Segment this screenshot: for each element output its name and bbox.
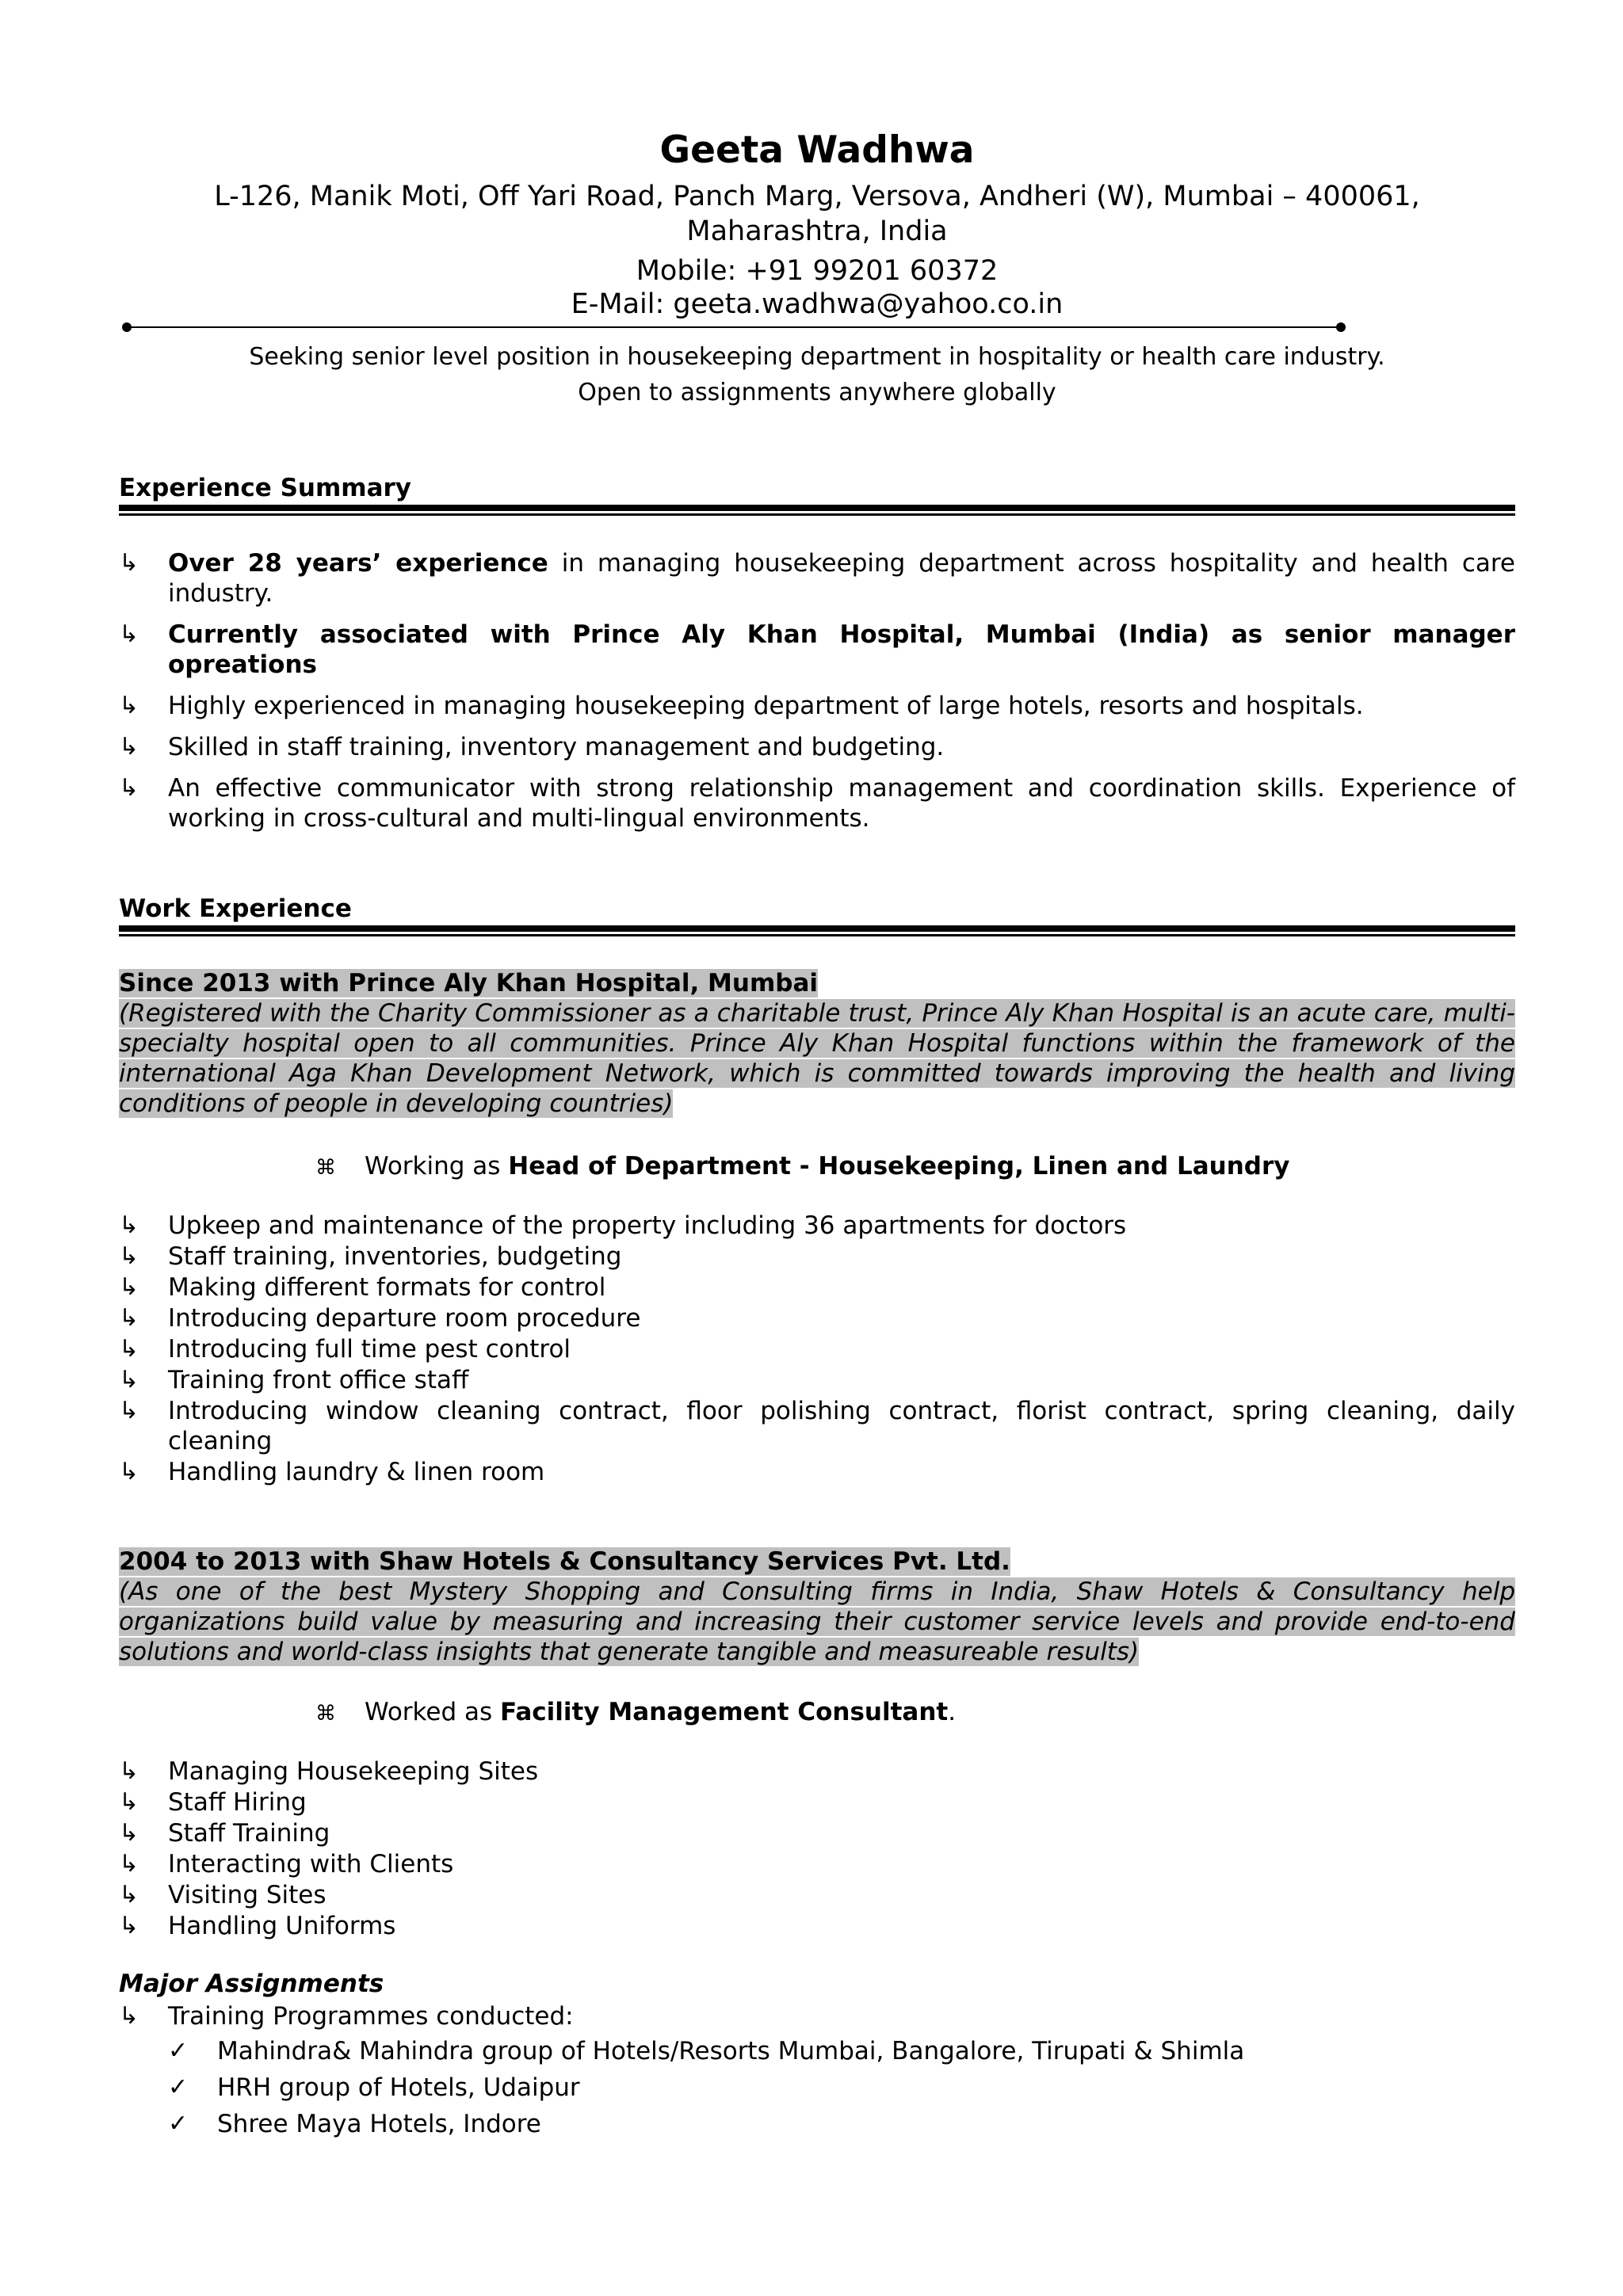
arrow-bullet-icon: ↳ <box>119 620 139 648</box>
job-shaw-hotels <box>119 1547 1515 1667</box>
arrow-bullet-icon: ↳ <box>119 1335 139 1363</box>
duty-item: ↳ Making different formats for control <box>119 1273 606 1302</box>
job-role: ⌘ Working as Head of Department - Housekeeping, Linen and Laundry <box>315 1150 1289 1184</box>
arrow-bullet-icon: ↳ <box>119 1242 139 1270</box>
address-line-1: L-126, Manik Moti, Off Yari Road, Panch Marg, Versova, Andheri (W), Mumbai – 400061, <box>214 181 1420 212</box>
checkmark-icon: ✓ <box>168 2037 189 2065</box>
arrow-bullet-icon: ↳ <box>119 1757 139 1785</box>
checkmark-icon: ✓ <box>168 2073 189 2101</box>
duty-item: ↳ Staff Training <box>119 1819 330 1848</box>
job-hospital <box>119 968 1515 1119</box>
duty-item: ↳ Staff training, inventories, budgeting <box>119 1242 622 1271</box>
job-role: ⌘ Worked as Facility Management Consultant. <box>315 1696 956 1730</box>
arrow-bullet-icon: ↳ <box>119 1366 139 1394</box>
arrow-bullet-icon: ↳ <box>119 1850 139 1878</box>
summary-list <box>119 548 1515 845</box>
duty-item: ↳ Introducing departure room procedure <box>119 1304 641 1333</box>
candidate-name: Geeta Wadhwa <box>659 128 975 172</box>
section-rule <box>119 505 1515 516</box>
command-key-icon: ⌘ <box>315 1702 336 1726</box>
arrow-bullet-icon: ↳ <box>119 1788 139 1816</box>
arrow-bullet-icon: ↳ <box>119 2002 139 2030</box>
arrow-bullet-icon: ↳ <box>119 1273 139 1301</box>
email-address: E-Mail: geeta.wadhwa@yahoo.co.in <box>571 288 1064 320</box>
address <box>119 179 1515 249</box>
arrow-bullet-icon: ↳ <box>119 1881 139 1909</box>
header-divider <box>122 322 1346 332</box>
programme-item: ✓ Shree Maya Hotels, Indore <box>168 2106 1244 2142</box>
assignment-item: ↳ Training Programmes conducted: <box>119 2002 574 2031</box>
programme-item: ✓ Mahindra& Mahindra group of Hotels/Resorts Mumbai, Bangalore, Tirupati & Shimla <box>168 2033 1244 2069</box>
address-line-2: Maharashtra, India <box>686 215 948 247</box>
objective-line-1: Seeking senior level position in housekeeping department in hospitality or health care industry. <box>249 343 1385 371</box>
duty-item: ↳ Training front office staff <box>119 1366 469 1394</box>
arrow-bullet-icon: ↳ <box>119 692 139 719</box>
objective-line-2: Open to assignments anywhere globally <box>578 379 1056 406</box>
duty-item: ↳ Staff Hiring <box>119 1788 307 1817</box>
header-divider-line <box>127 326 1341 328</box>
section-rule <box>119 925 1515 936</box>
summary-item: ↳ Over 28 years’ experience in managing housekeeping department across hospitality and health care industry. <box>119 549 1516 608</box>
job-description: (Registered with the Charity Commissioner as a charitable trust, Prince Aly Khan Hospital is an acute care, multi-specialty hospital open to all communities. Prince Aly Khan Hospital functions within the framework of the international Aga Khan Development Network, which is committed towards improving the health and living conditions of people in developing countries) <box>119 999 1515 1118</box>
arrow-bullet-icon: ↳ <box>119 1819 139 1847</box>
divider-dot-right <box>1336 322 1346 332</box>
job-heading: Since 2013 with Prince Aly Khan Hospital, Mumbai <box>119 969 819 997</box>
programme-item: ✓ HRH group of Hotels, Udaipur <box>168 2069 1244 2106</box>
arrow-bullet-icon: ↳ <box>119 549 139 577</box>
section-title-work-experience: Work Experience <box>119 894 352 923</box>
duty-item: ↳ Handling laundry & linen room <box>119 1458 545 1486</box>
duties-list <box>119 1211 1515 1488</box>
arrow-bullet-icon: ↳ <box>119 733 139 761</box>
command-key-icon: ⌘ <box>315 1156 336 1180</box>
job-heading: 2004 to 2013 with Shaw Hotels & Consultancy Services Pvt. Ltd. <box>119 1547 1010 1576</box>
programmes-list <box>168 2033 1244 2142</box>
mobile-number: Mobile: +91 99201 60372 <box>636 255 999 287</box>
divider-dot-left <box>122 322 132 332</box>
major-assignments-list <box>119 2001 1515 2032</box>
duty-item: ↳ Managing Housekeeping Sites <box>119 1757 539 1786</box>
duties-list <box>119 1756 1515 1942</box>
checkmark-icon: ✓ <box>168 2110 189 2138</box>
arrow-bullet-icon: ↳ <box>119 1304 139 1332</box>
summary-item: ↳ Skilled in staff training, inventory management and budgeting. <box>119 733 945 761</box>
major-assignments-title: Major Assignments <box>119 1970 384 1998</box>
summary-item: ↳ Highly experienced in managing housekeeping department of large hotels, resorts and hospitals. <box>119 692 1364 720</box>
arrow-bullet-icon: ↳ <box>119 1458 139 1486</box>
duty-item: ↳ Introducing window cleaning contract, floor polishing contract, florist contract, spring cleaning, daily cleaning <box>119 1397 1515 1455</box>
duty-item: ↳ Handling Uniforms <box>119 1912 396 1940</box>
arrow-bullet-icon: ↳ <box>119 1211 139 1239</box>
arrow-bullet-icon: ↳ <box>119 1397 139 1425</box>
duty-item: ↳ Interacting with Clients <box>119 1850 454 1878</box>
duty-item: ↳ Upkeep and maintenance of the property including 36 apartments for doctors <box>119 1211 1127 1240</box>
arrow-bullet-icon: ↳ <box>119 1912 139 1939</box>
summary-item: ↳ Currently associated with Prince Aly Khan Hospital, Mumbai (India) as senior manager opreations <box>119 620 1515 679</box>
duty-item: ↳ Introducing full time pest control <box>119 1335 571 1363</box>
summary-item: ↳ An effective communicator with strong relationship management and coordination skills. Experience of working in cross-cultural and multi-lingual environments. <box>119 774 1515 833</box>
job-description: (As one of the best Mystery Shopping and Consulting firms in India, Shaw Hotels & Consultancy help organizations build value by measuring and increasing their customer service levels and provide end-to-end solutions and world-class insights that generate tangible and measureable results) <box>119 1577 1515 1666</box>
section-title-experience-summary: Experience Summary <box>119 474 412 502</box>
arrow-bullet-icon: ↳ <box>119 774 139 802</box>
duty-item: ↳ Visiting Sites <box>119 1881 327 1909</box>
